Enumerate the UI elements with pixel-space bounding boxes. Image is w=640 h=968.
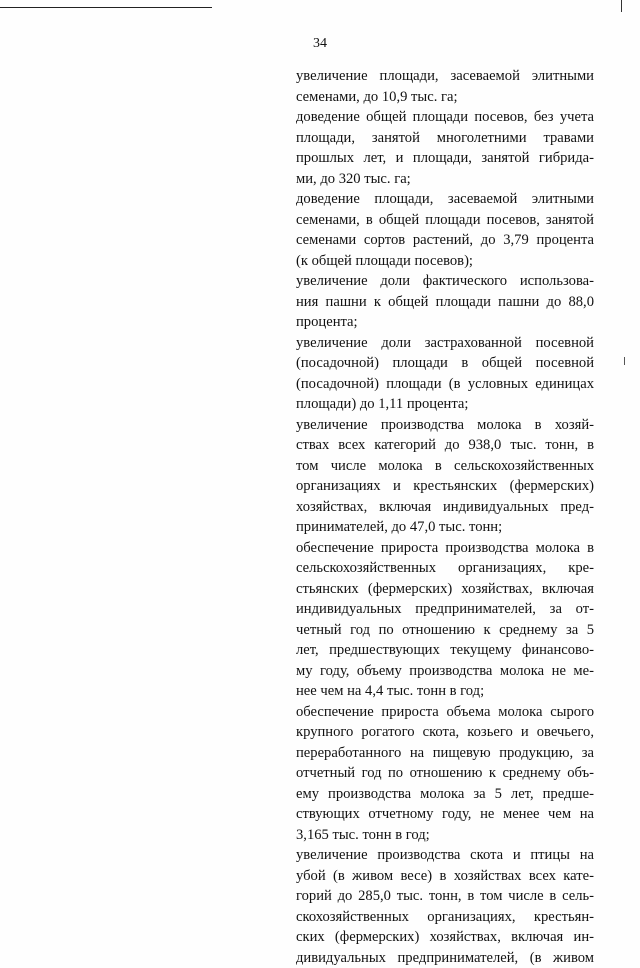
text-line: семенами, до 10,9 тыс. га;	[296, 87, 594, 108]
text-line: четный год по отношению к среднему за 5	[296, 620, 594, 641]
text-line: (к общей площади посевов);	[296, 251, 594, 272]
text-line: организациях и крестьянских (фермерских)	[296, 476, 594, 497]
text-line: хозяйствах, включая индивидуальных пред-	[296, 497, 594, 518]
text-line: переработанного на пищевую продукцию, за	[296, 743, 594, 764]
page-number: 34	[0, 36, 640, 52]
text-line: крупного рогатого скота, козьего и овечьего,	[296, 722, 594, 743]
text-line: увеличение доли фактического использова-	[296, 271, 594, 292]
text-line: горий до 285,0 тыс. тонн, в том числе в сель-	[296, 886, 594, 907]
text-line: лет, предшествующих текущему финансово-	[296, 640, 594, 661]
text-line: ствах всех категорий до 938,0 тыс. тонн, в	[296, 435, 594, 456]
text-line: ствующих отчетному году, не менее чем на	[296, 804, 594, 825]
text-line: увеличение производства скота и птицы на	[296, 845, 594, 866]
text-line: скохозяйственных организациях, крестьян-	[296, 907, 594, 928]
text-line: убой (в живом весе) в хозяйствах всех кате-	[296, 866, 594, 887]
margin-scan-mark	[624, 357, 625, 365]
text-line: ния пашни к общей площади пашни до 88,0	[296, 292, 594, 313]
text-line: площади, занятой многолетними травами	[296, 128, 594, 149]
text-line: (посадочной) площади в общей посевной	[296, 353, 594, 374]
text-line: отчетный год по отношению к среднему объ-	[296, 763, 594, 784]
text-line: обеспечение прироста производства молока в	[296, 538, 594, 559]
text-line: (посадочной) площади (в условных единицах	[296, 374, 594, 395]
text-line: обеспечение прироста объема молока сырого	[296, 702, 594, 723]
text-line: семенами, в общей площади посевов, занятой	[296, 210, 594, 231]
text-line: 3,165 тыс. тонн в год;	[296, 825, 594, 846]
text-line: прошлых лет, и площади, занятой гибрида-	[296, 148, 594, 169]
text-line: принимателей, до 47,0 тыс. тонн;	[296, 517, 594, 538]
text-line: увеличение площади, засеваемой элитными	[296, 66, 594, 87]
text-line: ми, до 320 тыс. га;	[296, 169, 594, 190]
text-line: ских (фермерских) хозяйствах, включая ин-	[296, 927, 594, 948]
text-line: том числе молока в сельскохозяйственных	[296, 456, 594, 477]
scan-edge-mark	[621, 0, 622, 12]
text-line: стьянских (фермерских) хозяйствах, включая	[296, 579, 594, 600]
text-line: процента;	[296, 312, 594, 333]
text-line: увеличение производства молока в хозяй-	[296, 415, 594, 436]
text-line: доведение общей площади посевов, без учета	[296, 107, 594, 128]
text-line: индивидуальных предпринимателей, за от-	[296, 599, 594, 620]
text-line: увеличение доли застрахованной посевной	[296, 333, 594, 354]
document-body-text	[296, 66, 594, 968]
text-line: площади) до 1,11 процента;	[296, 394, 594, 415]
text-line: нее чем на 4,4 тыс. тонн в год;	[296, 681, 594, 702]
text-line: сельскохозяйственных организациях, кре-	[296, 558, 594, 579]
text-line: му году, объему производства молока не ме-	[296, 661, 594, 682]
top-edge-rule	[0, 7, 212, 8]
text-line: ему производства молока за 5 лет, предше-	[296, 784, 594, 805]
text-line: доведение площади, засеваемой элитными	[296, 189, 594, 210]
text-line: семенами сортов растений, до 3,79 процента	[296, 230, 594, 251]
text-line: дивидуальных предпринимателей, (в живом	[296, 948, 594, 968]
